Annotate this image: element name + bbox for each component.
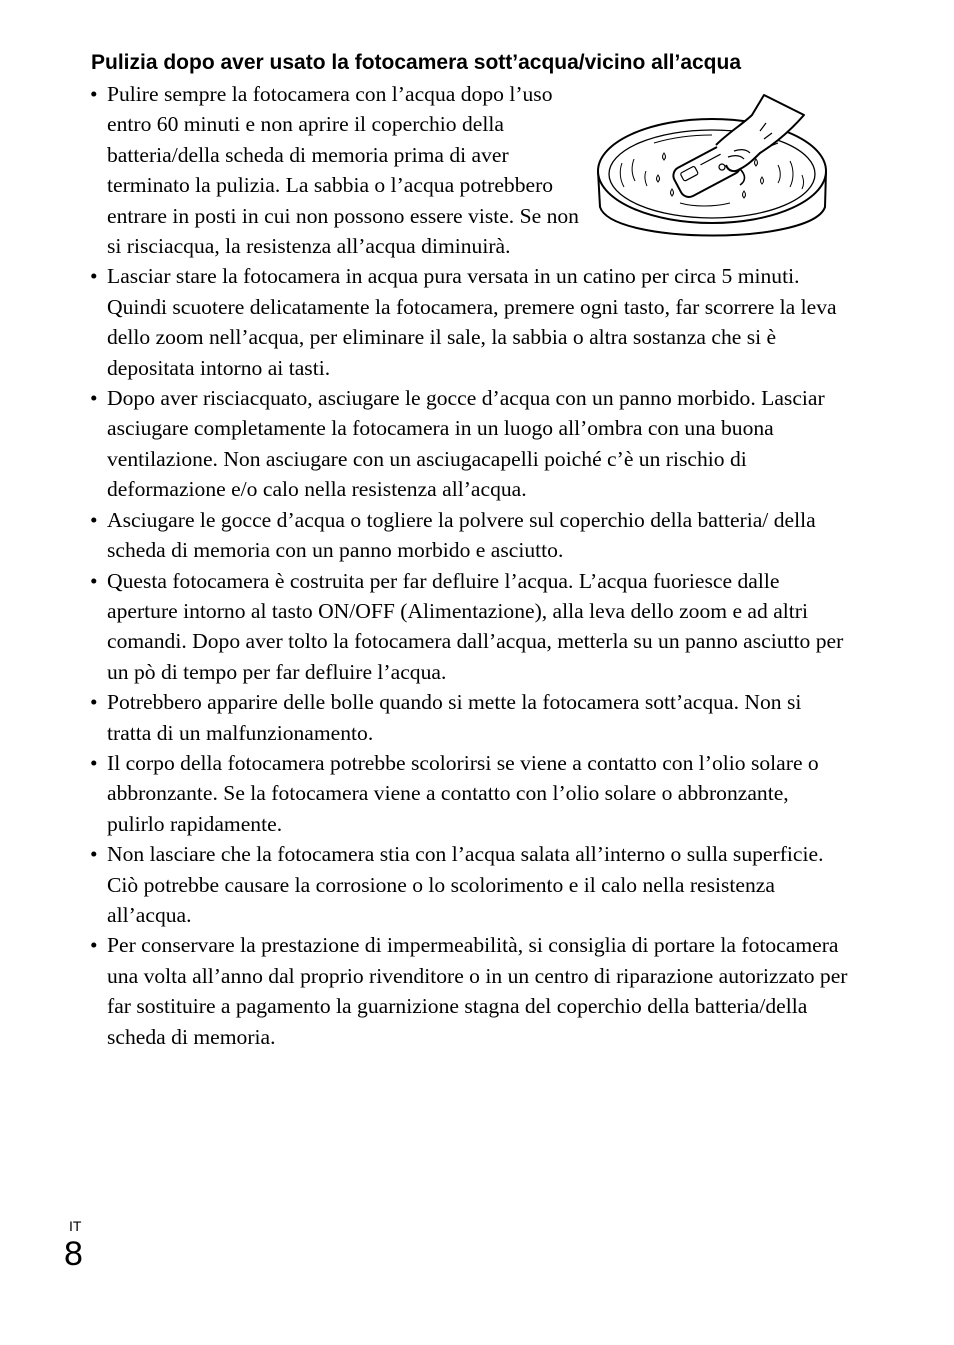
list-item [90, 566, 850, 688]
list-item-text: Per conservare la prestazione di impermeabilità, si consiglia di portare la fotocamera una volta all’anno dal proprio rivenditore o in un centro di riparazione autorizzato per far sostituire a pagamento la guarnizione stagna del coperchio della batteria/della scheda di memoria. [107, 933, 848, 1049]
list-item-text: Il corpo della fotocamera potrebbe scolorirsi se viene a contatto con l’olio solare o abbronzante. Se la fotocamera viene a contatto con l’olio solare o abbronzante, pulirlo rapidamente. [107, 750, 819, 836]
bullet-marker: • [90, 386, 98, 411]
list-item-text: Lasciar stare la fotocamera in acqua pura versata in un catino per circa 5 minuti. Quindi scuotere delicatamente la fotocamera, premere ogni tasto, far scorrere la leva dello zoom nell’acqua, per eliminare il sale, la sabbia o altra sostanza che si è depositata intorno ai tasti. [107, 264, 837, 380]
list-item [90, 748, 850, 839]
section-heading: Pulizia dopo aver usato la fotocamera sott’acqua/vicino all’acqua [91, 51, 742, 74]
list-item [90, 505, 850, 566]
bullet-marker: • [90, 750, 98, 775]
list-item-text: Asciugare le gocce d’acqua o togliere la polvere sul coperchio della batteria/ della scheda di memoria con un panno morbido e asciutto. [107, 507, 816, 563]
list-item [90, 687, 850, 748]
bullet-marker: • [90, 933, 98, 958]
list-item [90, 261, 850, 383]
list-item [90, 383, 850, 505]
list-item-text: Potrebbero apparire delle bolle quando si mette la fotocamera sott’acqua. Non si tratta di un malfunzionamento. [107, 690, 802, 745]
bullet-marker: • [90, 568, 98, 593]
camera-in-basin-icon [594, 79, 830, 261]
language-code: IT [69, 1218, 82, 1234]
bullet-marker: • [90, 264, 98, 289]
list-item [90, 79, 850, 261]
bullet-marker: • [90, 82, 98, 106]
list-item [90, 930, 850, 1052]
list-item-text: Questa fotocamera è costruita per far defluire l’acqua. L’acqua fuoriesce dalle aperture intorno al tasto ON/OFF (Alimentazione), alla leva dello zoom e ad altri comandi. Dopo aver tolto la fotocamera dall’acqua, metterla su un panno asciutto per un pò di tempo per far defluire l’acqua. [107, 568, 844, 684]
bullet-marker: • [90, 507, 98, 532]
list-item [90, 839, 850, 930]
list-item-text: Non lasciare che la fotocamera stia con l’acqua salata all’interno o sulla superficie. Ciò potrebbe causare la corrosione o lo scolorimento e il calo nella resistenza all’acqua. [107, 842, 824, 927]
list-item-text: Pulire sempre la fotocamera con l’acqua dopo l’uso entro 60 minuti e non aprire il coperchio della batteria/della scheda di memoria prima di aver terminato la pulizia. La sabbia o l’acqua potrebbero entrare in posti in cui non possono essere viste. Se non si risciacqua, la resistenza all’acqua diminuirà. [107, 82, 579, 259]
bullet-marker: • [90, 690, 98, 715]
bullet-marker: • [90, 842, 98, 867]
list-item-text: Dopo aver risciacquato, asciugare le gocce d’acqua con un panno morbido. Lasciar asciugare completamente la fotocamera in un luogo all’ombra con una buona ventilazione. Non asciugare con un asciugacapelli poiché c’è un rischio di deformazione e/o calo nella resistenza all’acqua. [107, 386, 825, 502]
page-number: 8 [64, 1235, 83, 1273]
instruction-list [90, 79, 850, 1052]
camera-rinse-illustration [594, 79, 830, 261]
